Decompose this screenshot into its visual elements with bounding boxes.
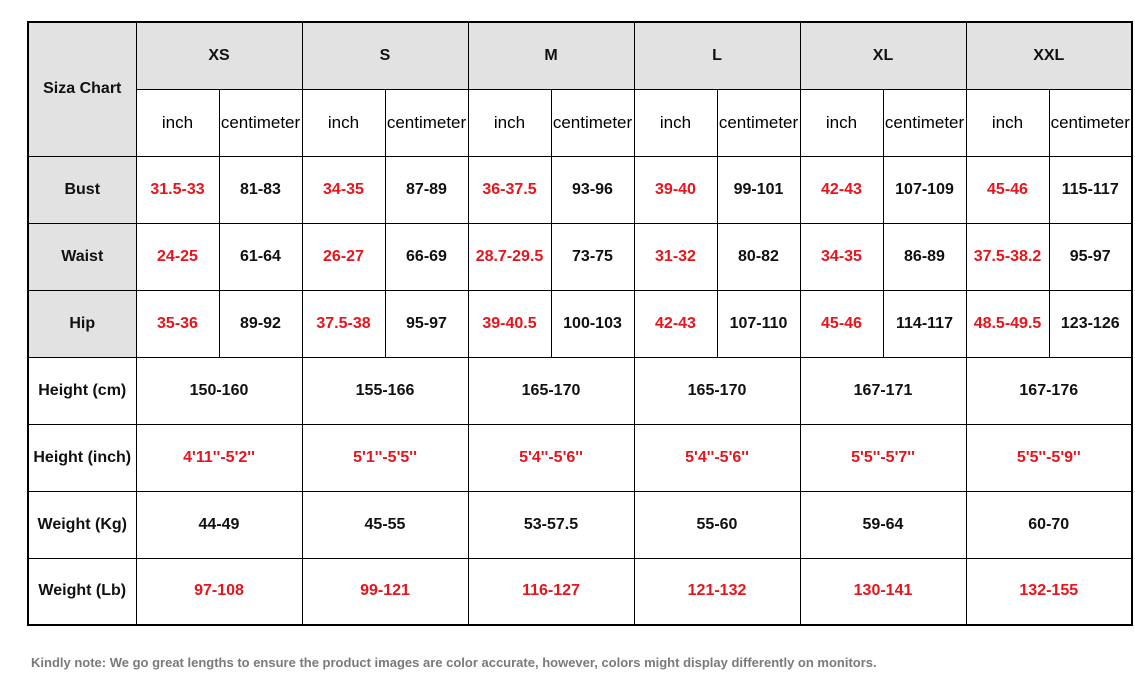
- unit-header-inch: inch: [966, 89, 1049, 156]
- cell-value: 130-141: [800, 558, 966, 625]
- cell-value: 97-108: [136, 558, 302, 625]
- unit-header-centimeter: centimeter: [219, 89, 302, 156]
- table-row-weight-kg: [28, 491, 1132, 558]
- table-row-weight-lb: [28, 558, 1132, 625]
- unit-header-inch: inch: [468, 89, 551, 156]
- cell-cm: 89-92: [219, 290, 302, 357]
- cell-value: 167-176: [966, 357, 1132, 424]
- cell-value: 5'4''-5'6'': [634, 424, 800, 491]
- cell-cm: 61-64: [219, 223, 302, 290]
- cell-value: 4'11''-5'2'': [136, 424, 302, 491]
- cell-inch: 42-43: [800, 156, 883, 223]
- size-chart-table: [27, 21, 1133, 626]
- cell-inch: 45-46: [966, 156, 1049, 223]
- unit-header-inch: inch: [634, 89, 717, 156]
- cell-value: 167-171: [800, 357, 966, 424]
- cell-cm: 81-83: [219, 156, 302, 223]
- cell-value: 5'4''-5'6'': [468, 424, 634, 491]
- cell-value: 55-60: [634, 491, 800, 558]
- cell-value: 165-170: [468, 357, 634, 424]
- cell-cm: 73-75: [551, 223, 634, 290]
- unit-header-centimeter: centimeter: [1049, 89, 1132, 156]
- cell-cm: 66-69: [385, 223, 468, 290]
- row-label: Bust: [28, 156, 136, 223]
- unit-header-inch: inch: [136, 89, 219, 156]
- cell-inch: 34-35: [800, 223, 883, 290]
- cell-inch: 45-46: [800, 290, 883, 357]
- disclaimer-note: Kindly note: We go great lengths to ensure the product images are color accurate, however, colors might display differently on monitors.: [31, 655, 877, 670]
- size-header-xs: XS: [136, 22, 302, 89]
- cell-inch: 35-36: [136, 290, 219, 357]
- size-header-xxl: XXL: [966, 22, 1132, 89]
- cell-value: 165-170: [634, 357, 800, 424]
- cell-inch: 26-27: [302, 223, 385, 290]
- size-header-l: L: [634, 22, 800, 89]
- unit-header-centimeter: centimeter: [717, 89, 800, 156]
- cell-inch: 34-35: [302, 156, 385, 223]
- cell-value: 116-127: [468, 558, 634, 625]
- unit-header-inch: inch: [302, 89, 385, 156]
- cell-inch: 37.5-38.2: [966, 223, 1049, 290]
- cell-inch: 24-25: [136, 223, 219, 290]
- size-header-s: S: [302, 22, 468, 89]
- cell-value: 155-166: [302, 357, 468, 424]
- cell-value: 60-70: [966, 491, 1132, 558]
- table-row-bust: [28, 156, 1132, 223]
- row-label: Height (inch): [28, 424, 136, 491]
- corner-label: Siza Chart: [28, 22, 136, 156]
- cell-value: 5'1''-5'5'': [302, 424, 468, 491]
- cell-cm: 107-109: [883, 156, 966, 223]
- cell-inch: 31.5-33: [136, 156, 219, 223]
- cell-cm: 95-97: [1049, 223, 1132, 290]
- size-header-row: [28, 22, 1132, 89]
- row-label: Hip: [28, 290, 136, 357]
- cell-inch: 28.7-29.5: [468, 223, 551, 290]
- unit-header-inch: inch: [800, 89, 883, 156]
- cell-cm: 107-110: [717, 290, 800, 357]
- cell-value: 53-57.5: [468, 491, 634, 558]
- cell-inch: 37.5-38: [302, 290, 385, 357]
- cell-value: 5'5''-5'9'': [966, 424, 1132, 491]
- cell-inch: 31-32: [634, 223, 717, 290]
- cell-value: 44-49: [136, 491, 302, 558]
- table-row-height-inch: [28, 424, 1132, 491]
- row-label: Waist: [28, 223, 136, 290]
- cell-value: 150-160: [136, 357, 302, 424]
- cell-inch: 36-37.5: [468, 156, 551, 223]
- unit-header-centimeter: centimeter: [385, 89, 468, 156]
- unit-header-centimeter: centimeter: [551, 89, 634, 156]
- cell-inch: 39-40: [634, 156, 717, 223]
- table-row-hip: [28, 290, 1132, 357]
- row-label: Weight (Lb): [28, 558, 136, 625]
- cell-cm: 99-101: [717, 156, 800, 223]
- unit-header-centimeter: centimeter: [883, 89, 966, 156]
- row-label: Weight (Kg): [28, 491, 136, 558]
- cell-inch: 42-43: [634, 290, 717, 357]
- cell-value: 99-121: [302, 558, 468, 625]
- cell-cm: 93-96: [551, 156, 634, 223]
- cell-cm: 100-103: [551, 290, 634, 357]
- unit-header-row: [28, 89, 1132, 156]
- cell-cm: 114-117: [883, 290, 966, 357]
- cell-value: 5'5''-5'7'': [800, 424, 966, 491]
- cell-cm: 115-117: [1049, 156, 1132, 223]
- cell-cm: 87-89: [385, 156, 468, 223]
- cell-cm: 86-89: [883, 223, 966, 290]
- cell-cm: 80-82: [717, 223, 800, 290]
- cell-value: 45-55: [302, 491, 468, 558]
- cell-inch: 39-40.5: [468, 290, 551, 357]
- size-header-m: M: [468, 22, 634, 89]
- cell-value: 132-155: [966, 558, 1132, 625]
- table-row-waist: [28, 223, 1132, 290]
- row-label: Height (cm): [28, 357, 136, 424]
- cell-inch: 48.5-49.5: [966, 290, 1049, 357]
- size-header-xl: XL: [800, 22, 966, 89]
- cell-cm: 95-97: [385, 290, 468, 357]
- cell-value: 121-132: [634, 558, 800, 625]
- table-row-height-cm: [28, 357, 1132, 424]
- cell-value: 59-64: [800, 491, 966, 558]
- cell-cm: 123-126: [1049, 290, 1132, 357]
